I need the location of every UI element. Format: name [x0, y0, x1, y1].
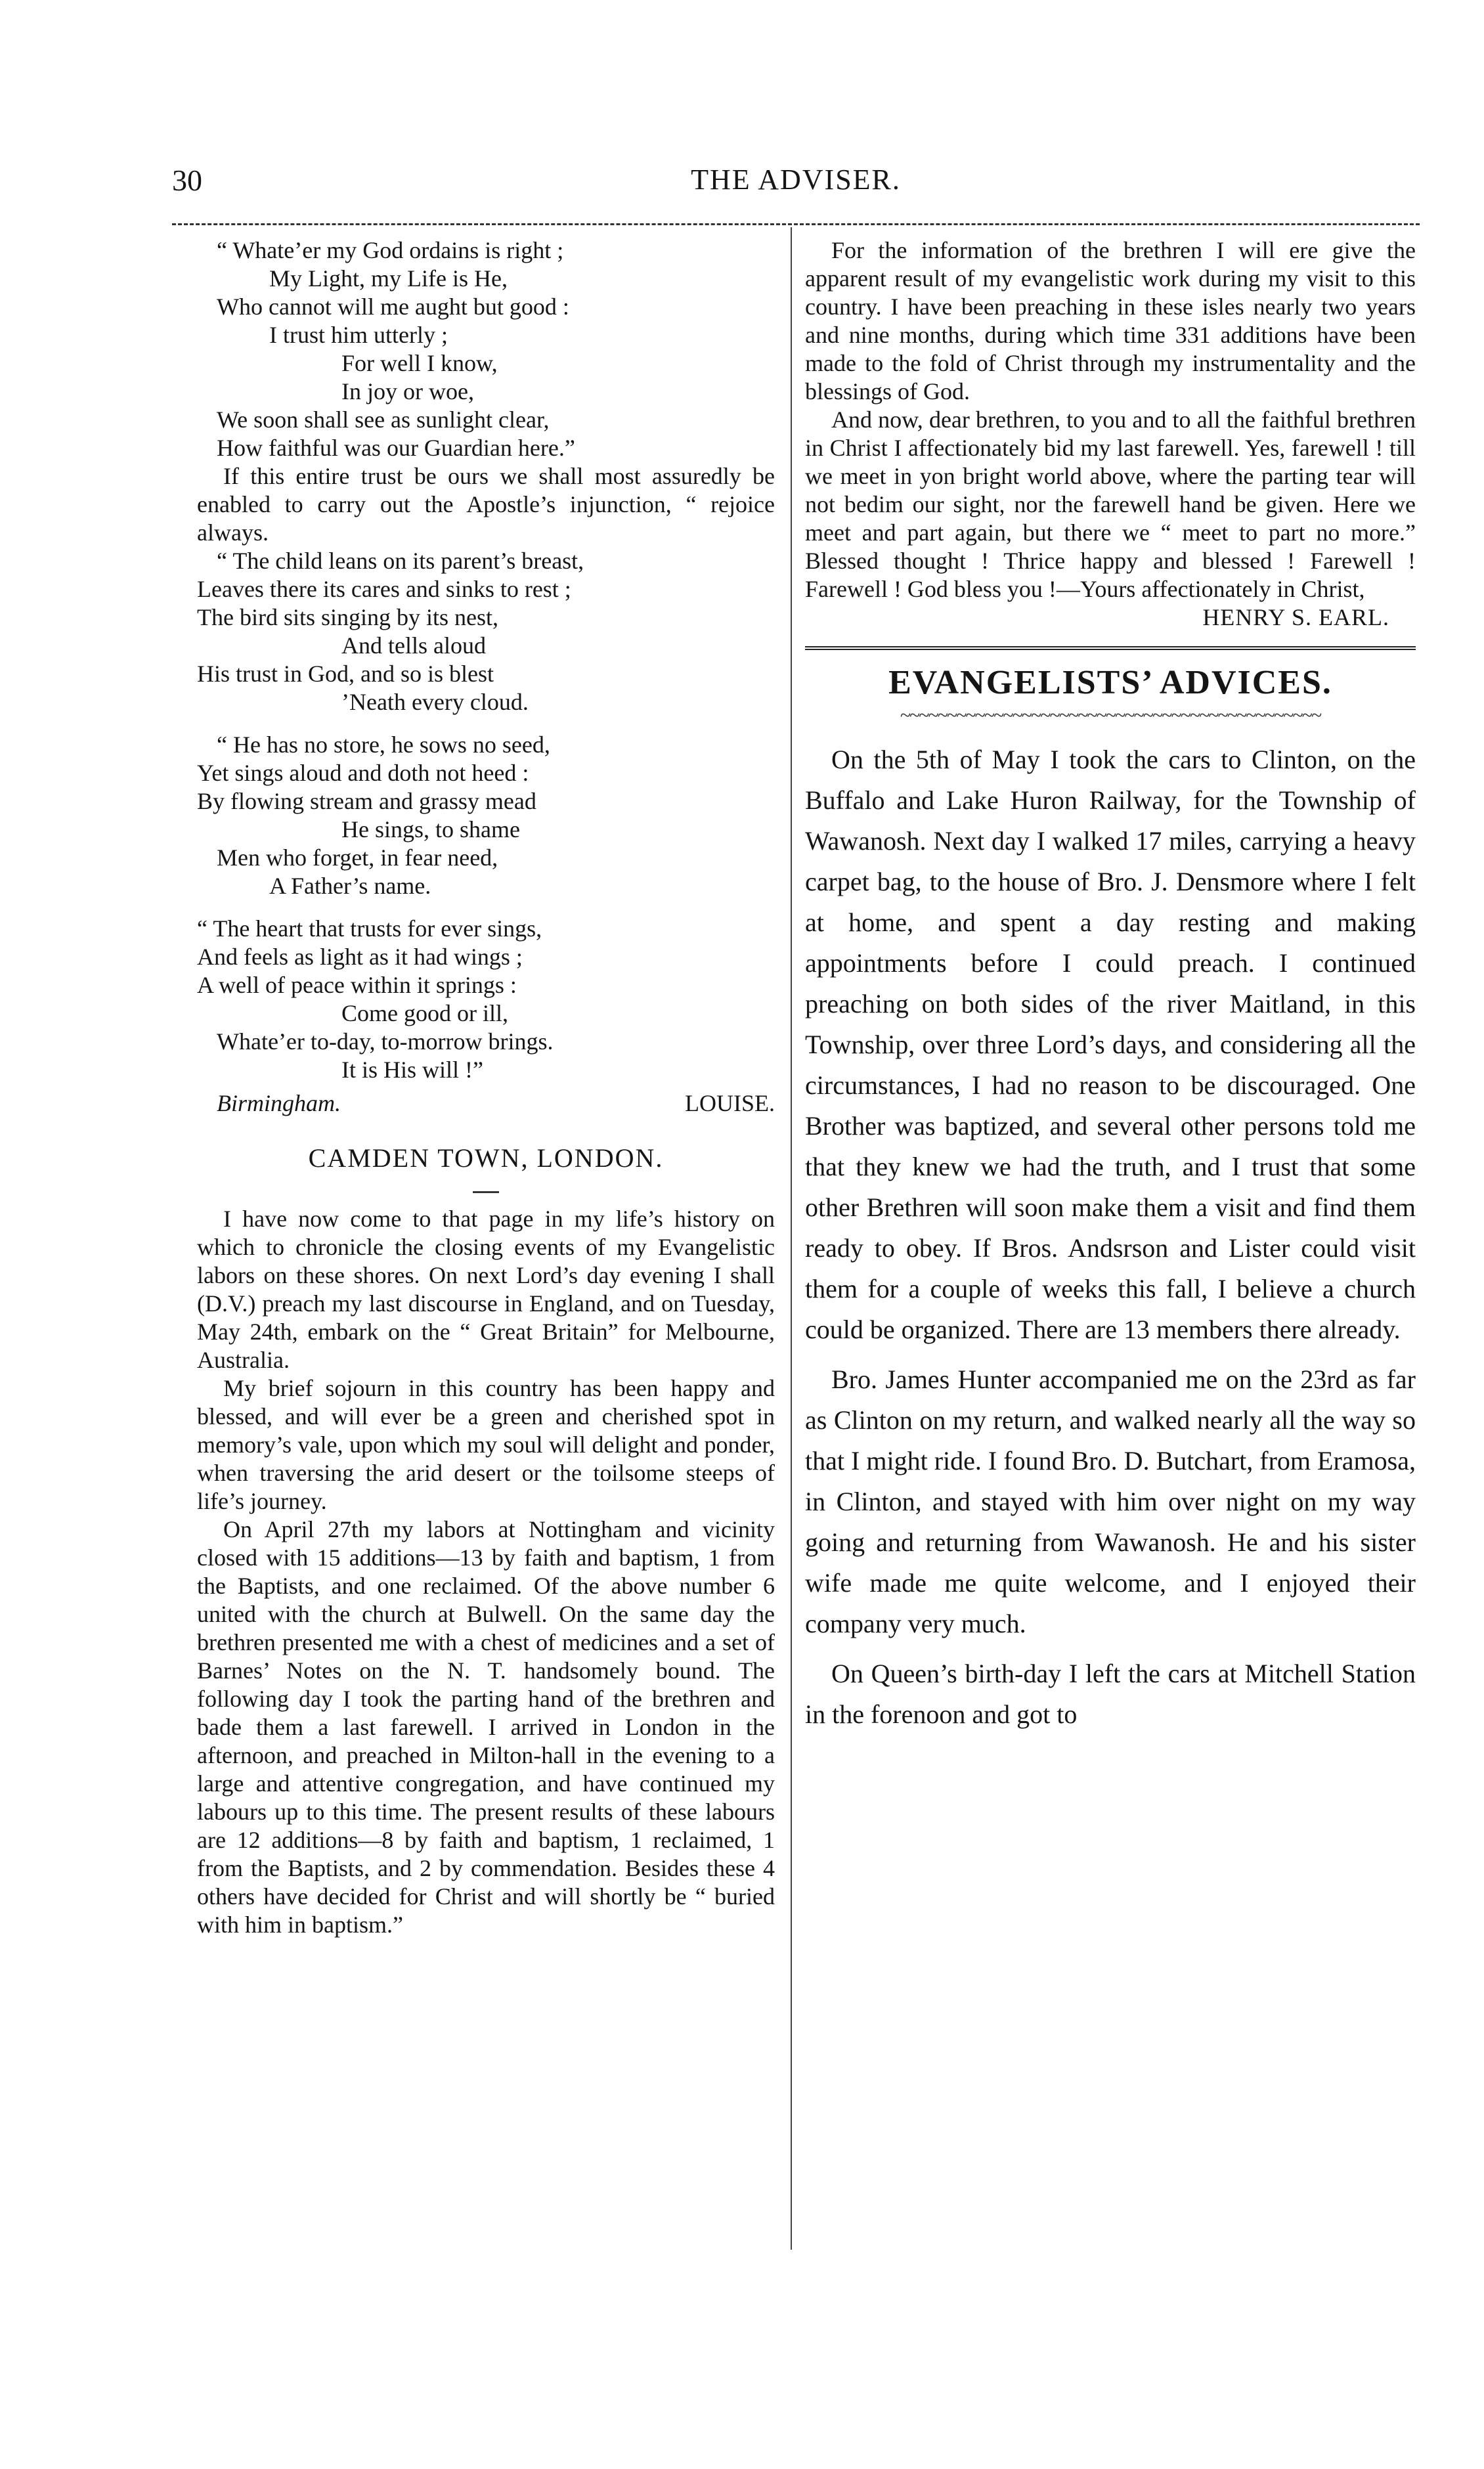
paragraph: If this entire trust be ours we shall most assuredly be enabled to carry out the Apostle’s injunction, “ rejoice always.	[197, 463, 775, 546]
verse-line: And tells aloud	[341, 632, 486, 659]
verse-line: For well I know,	[341, 350, 498, 376]
verse-line: Whate’er to-day, to-morrow brings.	[217, 1028, 554, 1055]
left-column	[197, 236, 775, 1939]
verse-line: By flowing stream and grassy mead	[197, 788, 536, 814]
section-title: EVANGELISTS’ ADVICES.	[888, 664, 1332, 701]
verse-line: His trust in God, and so is blest	[197, 661, 494, 687]
verse-line: It is His will !”	[341, 1057, 483, 1083]
verse-line: The bird sits singing by its nest,	[197, 604, 498, 630]
paragraph: On Queen’s birth-day I left the cars at Mitchell Station in the forenoon and got to	[805, 1659, 1416, 1729]
section-rule	[805, 646, 1416, 650]
poem-stanza	[197, 915, 775, 1084]
verse-line: My Light, my Life is He,	[269, 265, 508, 292]
verse-line: And feels as light as it had wings ;	[197, 944, 523, 970]
right-column	[805, 236, 1416, 1735]
verse-line: “ The child leans on its parent’s breast,	[217, 548, 584, 574]
verse-line: Come good or ill,	[341, 1000, 508, 1026]
verse-line: How faithful was our Guardian here.”	[217, 435, 575, 461]
running-title: THE ADVISER.	[691, 164, 901, 196]
verse-line: In joy or woe,	[341, 378, 474, 404]
poem-signature	[197, 1089, 775, 1118]
poem-stanza	[197, 731, 775, 900]
verse-line: He sings, to shame	[341, 816, 520, 842]
verse-line: Who cannot will me aught but good :	[217, 294, 569, 320]
section-title: CAMDEN TOWN, LONDON.	[308, 1143, 664, 1173]
signature-place: Birmingham.	[217, 1090, 341, 1116]
verse-line: A Father’s name.	[269, 873, 431, 899]
verse-line: “ The heart that trusts for ever sings,	[197, 915, 542, 942]
page-number: 30	[172, 164, 202, 197]
verse-line: I trust him utterly ;	[269, 322, 448, 348]
paragraph: And now, dear brethren, to you and to all the faithful brethren in Christ I affectionately bid my last farewell. Yes, farewell ! till we meet in yon bright world above, where the parting tear will not bedim our sight, nor the farewell hand be given. Here we meet and part again, but there we “ meet to part no more.” Blessed thought ! Thrice happy and blessed ! Farewell ! Farewell ! God bless you !—Yours affectionately in Christ,	[805, 406, 1416, 602]
verse-line: “ He has no store, he sows no seed,	[217, 732, 550, 758]
poem-stanza	[197, 547, 775, 716]
page-header	[172, 163, 1420, 202]
paragraph: My brief sojourn in this country has been happy and blessed, and will ever be a green and cherished spot in memory’s vale, upon which my soul will delight and ponder, when traversing the arid desert or the toilsome steeps of life’s journey.	[197, 1375, 775, 1514]
verse-line: Men who forget, in fear need,	[217, 844, 498, 871]
paragraph: Bro. James Hunter accompanied me on the 23rd as far as Clinton on my return, and walked nearly all the way so that I might ride. I found Bro. D. Butchart, from Eramosa, in Clinton, and stayed with him over night on my way going and returning from Wawanosh. He and his sister wife made me quite welcome, and I enjoyed their company very much.	[805, 1365, 1416, 1638]
wavy-rule: ~~~~~~~~~~~~~~~~~~~~~~~~~~~~~~~~~~~~~~~~~~~~~	[900, 705, 1321, 726]
column-divider	[791, 227, 792, 2250]
verse-line: Yet sings aloud and doth not heed :	[197, 760, 529, 786]
paragraph: On the 5th of May I took the cars to Clinton, on the Buffalo and Lake Huron Railway, for the Township of Wawanosh. Next day I walked 17 miles, carrying a heavy carpet bag, to the house of Bro. J. Densmore where I felt at home, and spent a day resting and making appointments before I could preach. I continued preaching on both sides of the river Maitland, in this Township, over three Lord’s days, and considering all the circumstances, I had no reason to be discouraged. One Brother was baptized, and several other persons told me that they knew we had the truth, and I trust that some other Brethren will soon make them a visit and find them ready to obey. If Bros. Andsrson and Lister could visit them for a couple of weeks this fall, I believe a church could be organized. There are 13 members there already.	[805, 745, 1416, 1344]
paragraph: I have now come to that page in my life’s history on which to chronicle the closing events of my Evangelistic labors on these shores. On next Lord’s day evening I shall (D.V.) preach my last discourse in England, and on Tuesday, May 24th, embark on the “ Great Britain” for Melbourne, Australia.	[197, 1206, 775, 1373]
verse-line: Leaves there its cares and sinks to rest ;	[197, 576, 571, 602]
paragraph: On April 27th my labors at Nottingham and vicinity closed with 15 additions—13 by faith and baptism, 1 from the Baptists, and one reclaimed. Of the above number 6 united with the church at Bulwell. On the same day the brethren presented me with a chest of medicines and a set of Barnes’ Notes on the N. T. handsomely bound. The following day I took the parting hand of the brethren and bade them a last farewell. I arrived in London in the afternoon, and preached in Milton-hall in the evening to a large and attentive congregation, and have continued my labours up to this time. The present results of these labours are 12 additions—8 by faith and baptism, 1 reclaimed, 1 from the Baptists, and 2 by commendation. Besides these 4 others have decided for Christ and will shortly be “ buried with him in baptism.”	[197, 1516, 775, 1938]
verse-line: ’Neath every cloud.	[341, 689, 529, 715]
poem-stanza	[197, 236, 775, 462]
paragraph: For the information of the brethren I will ere give the apparent result of my evangelistic work during my visit to this country. I have been preaching in these isles nearly two years and nine months, during which time 331 additions have been made to the fold of Christ through my instrumentality and the blessings of God.	[805, 237, 1416, 404]
verse-line: We soon shall see as sunlight clear,	[217, 406, 550, 433]
verse-line: “ Whate’er my God ordains is right ;	[217, 237, 564, 263]
signature-name: LOUISE.	[685, 1090, 775, 1116]
verse-line: A well of peace within it springs :	[197, 972, 517, 998]
title-dash	[197, 1179, 775, 1193]
header-rule	[172, 223, 1420, 225]
letter-signature: HENRY S. EARL.	[1202, 604, 1389, 630]
